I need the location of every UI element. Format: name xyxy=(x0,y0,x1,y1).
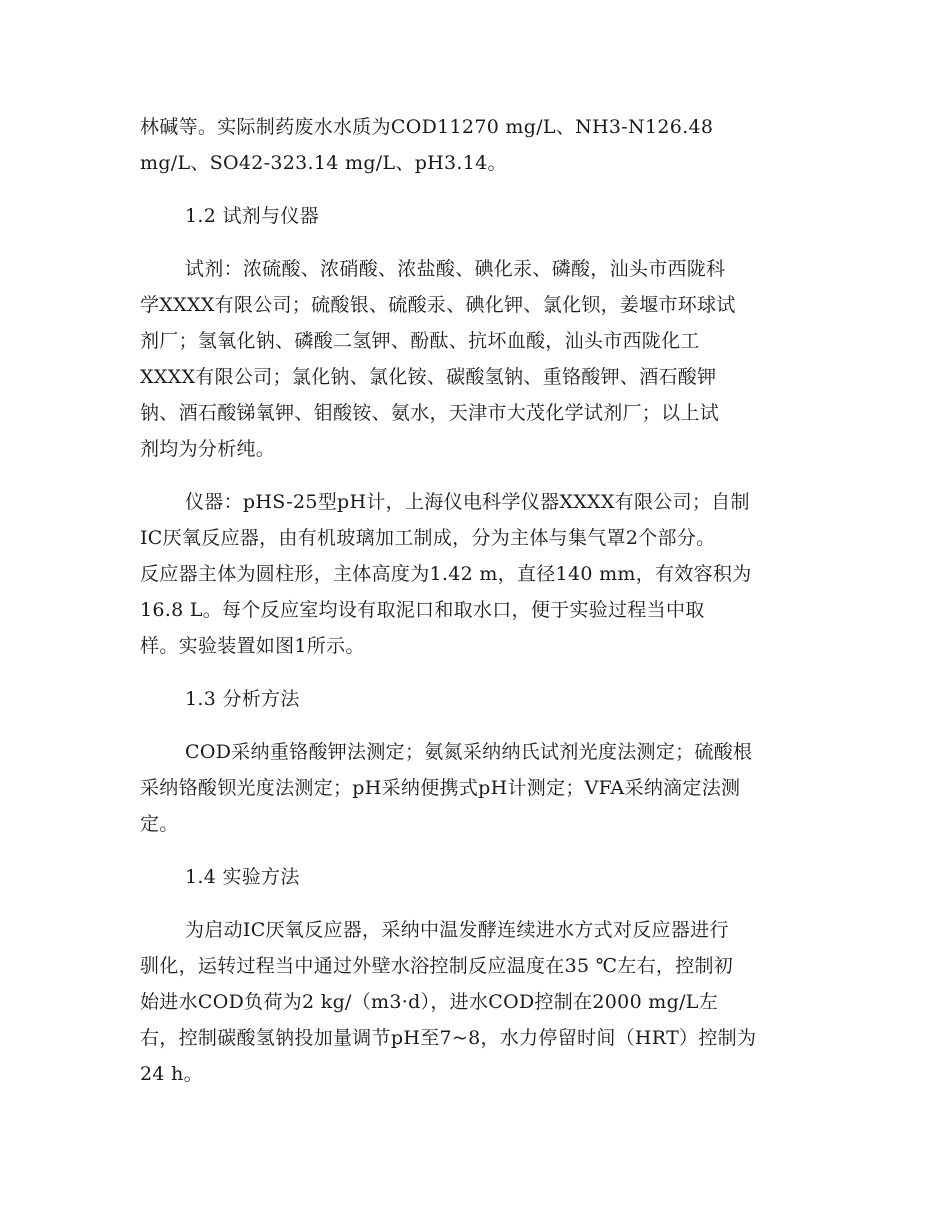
section-heading-1-4: 1.4 实验方法 xyxy=(185,866,300,888)
text-line: 右，控制碳酸氢钠投加量调节pH至7~8，水力停留时间（HRT）控制为 xyxy=(140,1027,757,1049)
text-line: 16.8 L。每个反应室均设有取泥口和取水口，便于实验过程当中取 xyxy=(140,599,705,621)
text-line: 驯化，运转过程当中通过外壁水浴控制反应温度在35 ℃左右，控制初 xyxy=(140,955,734,977)
text-line: XXXX有限公司；氯化钠、氯化铵、碳酸氢钠、重铬酸钾、酒石酸钾 xyxy=(140,366,717,388)
text-line: 始进水COD负荷为2 kg/（m3·d），进水COD控制在2000 mg/L左 xyxy=(140,991,718,1013)
text-line: 剂厂；氢氧化钠、磷酸二氢钾、酚酞、抗坏血酸，汕头市西陇化工 xyxy=(140,330,700,352)
text-line: 定。 xyxy=(140,813,179,835)
text-line: mg/L、SO42-323.14 mg/L、pH3.14。 xyxy=(140,152,507,174)
text-line: 24 h。 xyxy=(140,1063,203,1085)
text-line: 试剂：浓硫酸、浓硝酸、浓盐酸、碘化汞、磷酸，汕头市西陇科 xyxy=(185,258,726,280)
text-line: 钠、酒石酸锑氧钾、钼酸铵、氨水，天津市大茂化学试剂厂；以上试 xyxy=(140,402,720,424)
text-line: 采纳铬酸钡光度法测定；pH采纳便携式pH计测定；VFA采纳滴定法测 xyxy=(140,777,741,799)
section-heading-1-3: 1.3 分析方法 xyxy=(185,688,300,710)
text-line: IC厌氧反应器，由有机玻璃加工制成，分为主体与集气罩2个部分。 xyxy=(140,527,716,549)
text-line: 为启动IC厌氧反应器，采纳中温发酵连续进水方式对反应器进行 xyxy=(185,919,729,941)
text-line: 林碱等。实际制药废水水质为COD11270 mg/L、NH3-N126.48 xyxy=(140,116,714,138)
text-line: 仪器：pHS-25型pH计，上海仪电科学仪器XXXX有限公司；自制 xyxy=(185,491,750,513)
text-line: 学XXXX有限公司；硫酸银、硫酸汞、碘化钾、氯化钡，姜堰市环球试 xyxy=(140,294,736,316)
section-heading-1-2: 1.2 试剂与仪器 xyxy=(185,205,319,227)
text-line: 反应器主体为圆柱形，主体高度为1.42 m，直径140 mm，有效容积为 xyxy=(140,563,752,585)
text-line: 样。实验装置如图1所示。 xyxy=(140,635,365,657)
text-line: 剂均为分析纯。 xyxy=(140,438,276,460)
text-line: COD采纳重铬酸钾法测定；氨氮采纳纳氏试剂光度法测定；硫酸根 xyxy=(185,741,753,763)
